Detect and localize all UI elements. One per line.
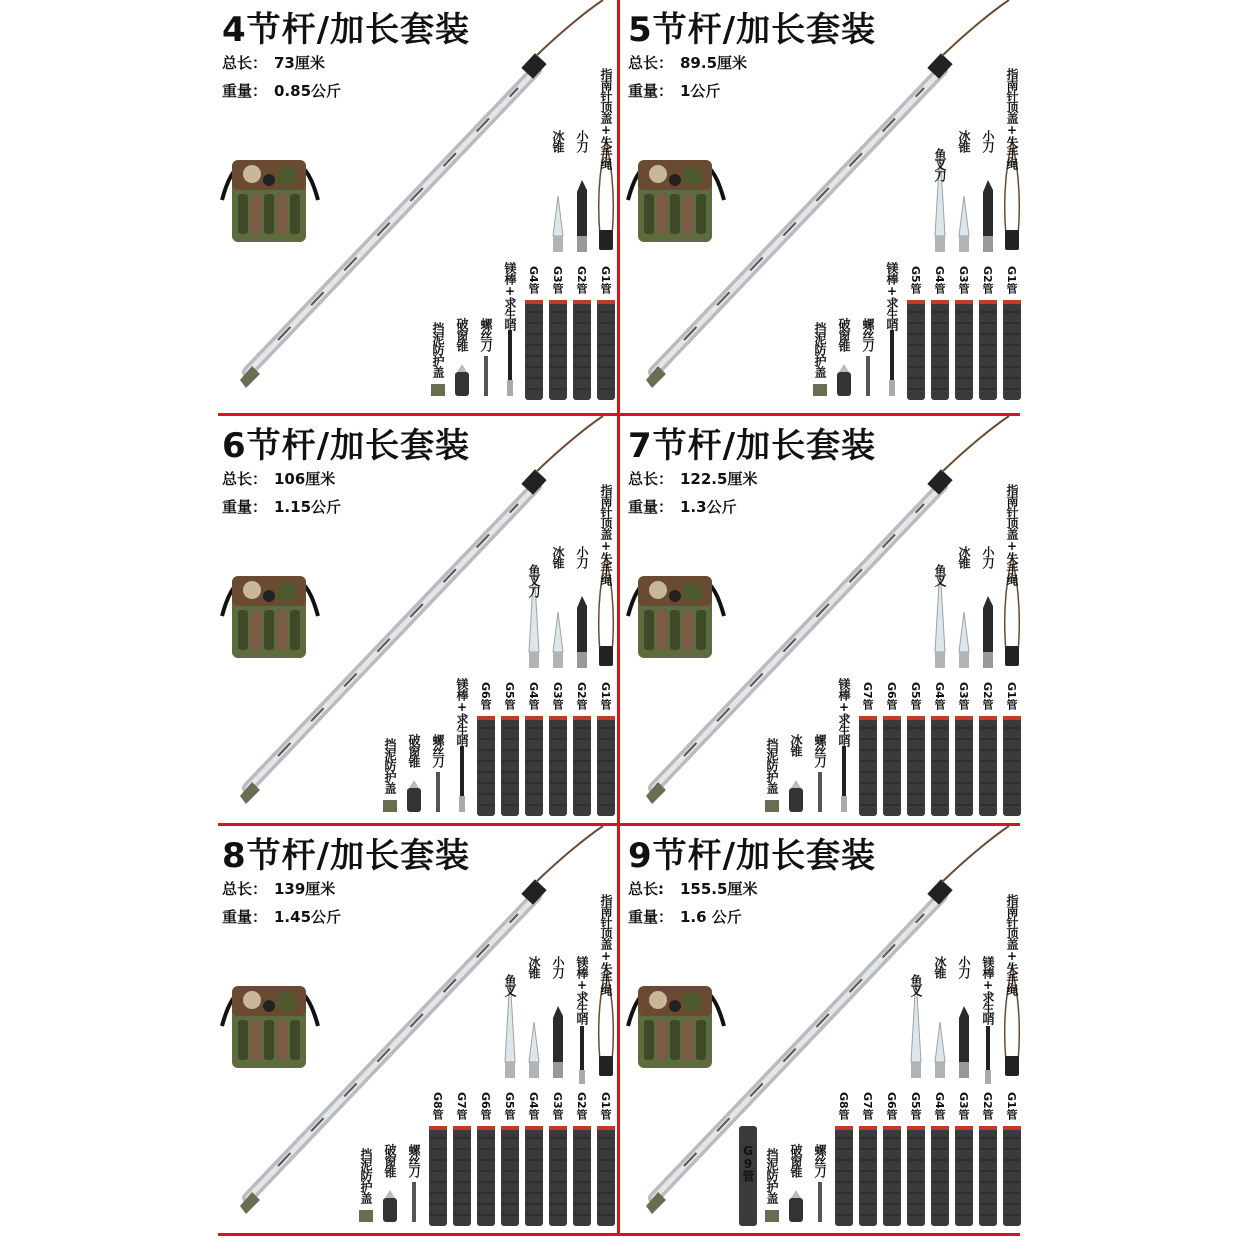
part-label: 挡泥防护盖 [359,1148,373,1203]
tube-section [883,716,901,816]
weight-label: 重量： [222,908,268,926]
total-length-value: 139厘米 [274,880,336,898]
tube-label: G1管 [599,266,612,294]
part-icon [407,780,421,812]
tube-section [931,1126,949,1226]
weight-label: 重量： [628,82,674,100]
total-length-label: 总长: [628,880,664,898]
tube-label: G6管 [479,682,492,710]
part-icon [789,1190,803,1222]
total-length-value: 73厘米 [274,54,325,72]
tube-section [525,1126,543,1226]
part-label: 破窗锥 [383,1144,397,1177]
tool-icon [985,1026,991,1084]
kit-title: 5节杆/加长套装 [628,10,877,50]
tool-icon [983,180,993,252]
tool-label: 小刀 [575,546,589,568]
tube-section [525,716,543,816]
carry-bag [628,576,724,658]
kit-panel [624,826,1024,1238]
tube-section [597,1126,615,1226]
tube-section [979,300,997,400]
tube-section [955,1126,973,1226]
weight-value: 0.85公斤 [274,82,342,100]
kit-panel [218,826,618,1238]
total-length-label: 总长： [628,54,674,72]
tube-section [1003,1126,1021,1226]
tube-section [597,716,615,816]
tool-label: 小刀 [957,956,971,978]
tool-icon [553,612,563,668]
tube-label: G5管 [909,1092,922,1120]
tube-label: G5管 [909,266,922,294]
tool-label: 指南针顶盖+失手绳 [1005,894,1019,995]
carry-bag [222,160,318,242]
tool-label: 鱼叉 [909,974,923,996]
kit-panel [218,0,618,412]
total-length-value: 155.5厘米 [680,880,758,898]
weight-value: 1.6 公斤 [680,908,742,926]
tool-label: 指南针顶盖+失手绳 [1005,68,1019,169]
product-grid [218,0,1020,1238]
part-label: 镁棒+求生哨 [837,678,851,746]
tube-section [477,716,495,816]
tool-label: 鱼叉刀 [933,148,947,181]
tube-section [1003,300,1021,400]
tool-label: 冰锥 [551,546,565,568]
total-length-label: 总长： [222,880,268,898]
tube-label: G4管 [933,1092,946,1120]
tool-label: 镁棒+求生哨 [575,956,589,1024]
total-length-label: 总长： [222,54,268,72]
part-icon [841,746,847,812]
tube-section [573,300,591,400]
kit-panel [218,416,618,828]
part-icon [431,384,445,396]
part-label: 镁棒+求生哨 [885,262,899,330]
tube-label: G4管 [527,266,540,294]
tube-section [907,716,925,816]
part-label: G9管 [741,1144,755,1181]
tube-label: G2管 [981,1092,994,1120]
part-label: 挡泥防护盖 [383,738,397,793]
tool-icon [529,1022,539,1078]
part-label: 挡泥防护盖 [813,322,827,377]
tube-label: G1管 [599,1092,612,1120]
part-label: 镁棒+求生哨 [455,678,469,746]
part-icon [436,772,440,812]
tool-icon [983,596,993,668]
tool-label: 冰锥 [551,130,565,152]
tube-label: G6管 [479,1092,492,1120]
tube-section [907,1126,925,1226]
tube-label: G1管 [1005,682,1018,710]
kit-title: 8节杆/加长套装 [222,836,471,876]
tube-label: G1管 [599,682,612,710]
tool-label: 冰锥 [933,956,947,978]
weight-label: 重量： [628,498,674,516]
part-label: 螺丝刀 [813,734,827,767]
part-icon [889,330,895,396]
tool-icon [959,196,969,252]
tube-section [955,716,973,816]
part-label: 挡泥防护盖 [431,322,445,377]
tube-label: G3管 [957,266,970,294]
tool-icon [577,180,587,252]
tube-label: G6管 [885,682,898,710]
tube-section [453,1126,471,1226]
tube-label: G2管 [981,682,994,710]
tube-section [859,1126,877,1226]
tool-icon [577,596,587,668]
weight-label: 重量： [222,498,268,516]
tool-icon [959,1006,969,1078]
carry-bag [628,160,724,242]
part-label: 镁棒+求生哨 [503,262,517,330]
part-label: 螺丝刀 [431,734,445,767]
tube-section [501,1126,519,1226]
weight-label: 重量： [628,908,674,926]
tube-label: G7管 [861,682,874,710]
total-length-value: 106厘米 [274,470,336,488]
tube-section [477,1126,495,1226]
part-label: 挡泥防护盖 [765,1148,779,1203]
divider-line [617,0,620,1236]
part-icon [484,356,488,396]
tube-label: G4管 [933,682,946,710]
tube-label: G8管 [837,1092,850,1120]
tool-icon [553,196,563,252]
tool-label: 鱼叉 [503,974,517,996]
part-label: 冰锥 [789,734,803,756]
tube-label: G3管 [551,1092,564,1120]
tube-label: G3管 [957,1092,970,1120]
part-label: 挡泥防护盖 [765,738,779,793]
tube-section [525,300,543,400]
tube-section [1003,716,1021,816]
kit-title: 4节杆/加长套装 [222,10,471,50]
tool-label: 鱼叉刀 [527,564,541,597]
tube-section [883,1126,901,1226]
tube-label: G3管 [551,266,564,294]
tube-label: G3管 [551,682,564,710]
tool-label: 小刀 [551,956,565,978]
tool-label: 冰锥 [527,956,541,978]
part-icon [789,780,803,812]
part-icon [837,364,851,396]
tool-label: 指南针顶盖+失手绳 [599,894,613,995]
tube-label: G7管 [455,1092,468,1120]
tube-section [979,1126,997,1226]
part-icon [412,1182,416,1222]
tube-section [979,716,997,816]
carry-bag [222,986,318,1068]
tube-section [835,1126,853,1226]
total-length-label: 总长： [222,470,268,488]
tube-section [955,300,973,400]
kit-panel [624,416,1024,828]
weight-value: 1.3公斤 [680,498,737,516]
carry-bag [222,576,318,658]
tube-section [907,300,925,400]
tube-label: G8管 [431,1092,444,1120]
part-icon [359,1210,373,1222]
tube-label: G7管 [861,1092,874,1120]
carry-bag [628,986,724,1068]
tool-icon [959,612,969,668]
tool-label: 指南针顶盖+失手绳 [1005,484,1019,585]
kit-illustration [218,0,618,412]
tool-label: 小刀 [981,546,995,568]
tube-section [549,716,567,816]
tube-section [931,716,949,816]
total-length-label: 总长： [628,470,674,488]
tube-label: G5管 [909,682,922,710]
part-icon [818,772,822,812]
weight-value: 1公斤 [680,82,721,100]
part-label: 螺丝刀 [479,318,493,351]
tube-label: G2管 [575,682,588,710]
tube-section [549,1126,567,1226]
tool-label: 指南针顶盖+失手绳 [599,68,613,169]
tube-section [859,716,877,816]
part-icon [383,1190,397,1222]
tube-label: G6管 [885,1092,898,1120]
total-length-value: 89.5厘米 [680,54,748,72]
part-label: 螺丝刀 [813,1144,827,1177]
part-label: 破窗锥 [789,1144,803,1177]
tube-section [429,1126,447,1226]
part-label: 破窗锥 [837,318,851,351]
part-icon [507,330,513,396]
part-icon [818,1182,822,1222]
weight-value: 1.15公斤 [274,498,342,516]
weight-label: 重量： [222,82,268,100]
tube-section [931,300,949,400]
kit-title: 7节杆/加长套装 [628,426,877,466]
tool-label: 鱼叉 [933,564,947,586]
part-label: 螺丝刀 [407,1144,421,1177]
tool-label: 镁棒+求生哨 [981,956,995,1024]
tool-icon [579,1026,585,1084]
tool-label: 小刀 [981,130,995,152]
tube-label: G5管 [503,682,516,710]
part-icon [866,356,870,396]
tube-label: G2管 [575,1092,588,1120]
weight-value: 1.45公斤 [274,908,342,926]
part-label: 螺丝刀 [861,318,875,351]
tube-label: G3管 [957,682,970,710]
tool-label: 冰锥 [957,130,971,152]
tool-icon [935,1022,945,1078]
tube-section [501,716,519,816]
part-icon [813,384,827,396]
total-length-value: 122.5厘米 [680,470,758,488]
part-label: 破窗锥 [455,318,469,351]
tube-label: G4管 [933,266,946,294]
tube-label: G4管 [527,1092,540,1120]
tube-label: G1管 [1005,266,1018,294]
tube-label: G1管 [1005,1092,1018,1120]
tube-label: G5管 [503,1092,516,1120]
part-icon [383,800,397,812]
part-icon [459,746,465,812]
part-icon [765,1210,779,1222]
tube-section [597,300,615,400]
kit-title: 6节杆/加长套装 [222,426,471,466]
tool-label: 冰锥 [957,546,971,568]
tube-section [573,716,591,816]
tube-section [549,300,567,400]
kit-panel [624,0,1024,412]
tube-label: G2管 [575,266,588,294]
part-label: 破窗锥 [407,734,421,767]
part-icon [455,364,469,396]
tube-section [573,1126,591,1226]
kit-title: 9节杆/加长套装 [628,836,877,876]
tool-label: 小刀 [575,130,589,152]
part-icon [765,800,779,812]
tool-label: 指南针顶盖+失手绳 [599,484,613,585]
tool-icon [553,1006,563,1078]
tube-label: G4管 [527,682,540,710]
tube-label: G2管 [981,266,994,294]
